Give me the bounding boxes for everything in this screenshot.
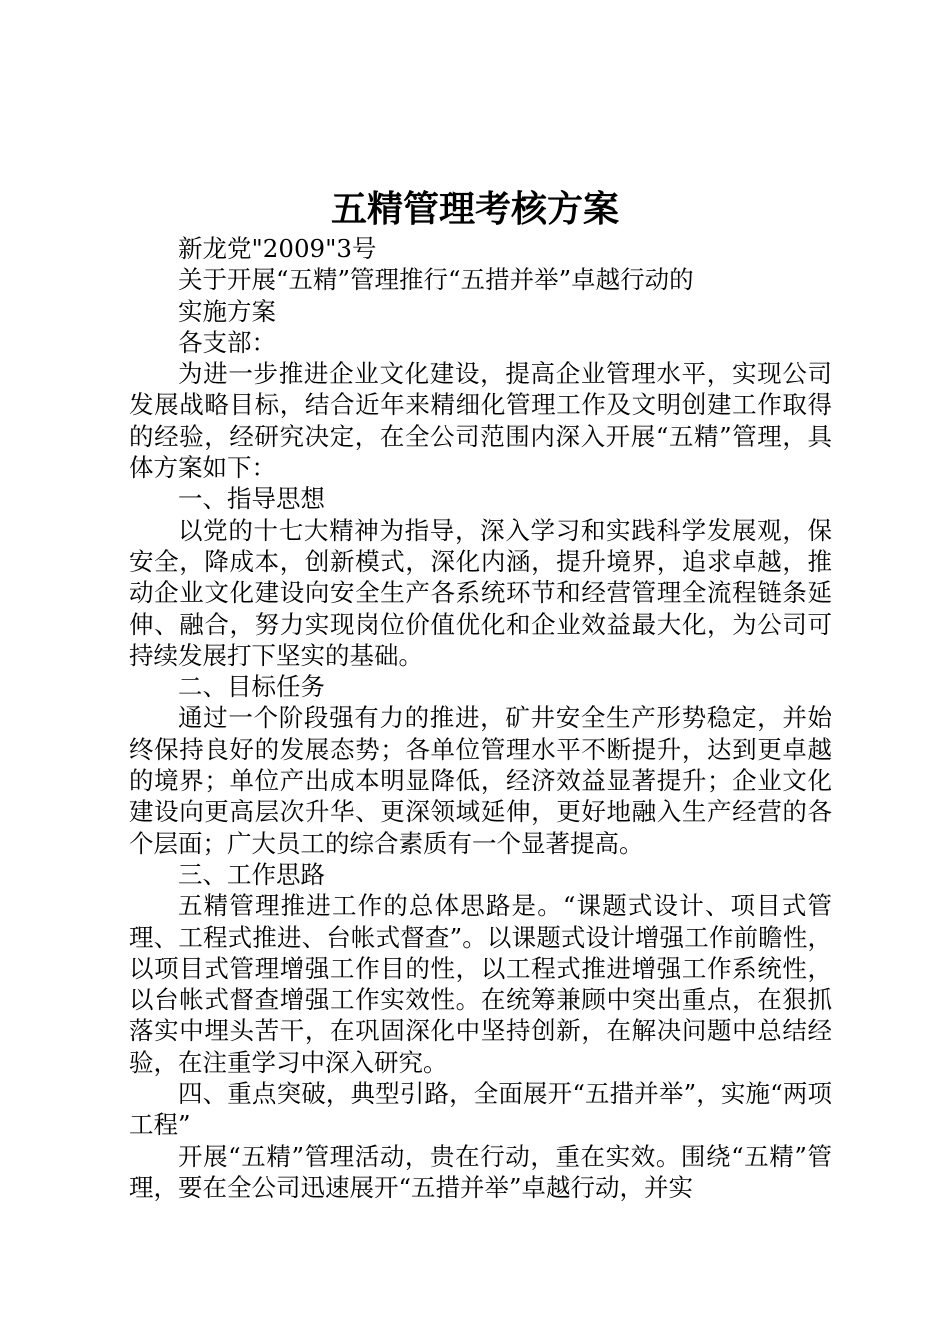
document-number: 新龙党"2009"3号 [178, 234, 377, 263]
subject-line-2: 实施方案 [178, 296, 276, 326]
section-heading: 一、指导思想 [178, 484, 325, 514]
subject-line-1: 关于开展“五精”管理推行“五措并举”卓越行动的 [178, 265, 694, 295]
section-heading: 二、目标任务 [178, 672, 325, 702]
document-body [129, 233, 832, 1203]
document-title: 五精管理考核方案 [330, 188, 619, 230]
section-paragraph: 通过一个阶段强有力的推进，矿井安全生产形势稳定，并始终保持良好的发展态势；各单位管理水平不断提升，达到更卓越的境界；单位产出成本明显降低，经济效益显著提升；企业文化建设向更高层次升华、更深领域延伸，更好地融入生产经营的各个层面；广大员工的综合素质有一个显著提高。 [129, 703, 832, 858]
salutation: 各支部： [178, 327, 276, 357]
section-paragraph: 五精管理推进工作的总体思路是。“课题式设计、项目式管理、工程式推进、台帐式督查”。以课题式设计增强工作前瞻性，以项目式管理增强工作目的性，以工程式推进增强工作系统性，以台帐式督查增强工作实效性。在统筹兼顾中突出重点，在狠抓落实中埋头苦干，在巩固深化中坚持创新，在解决问题中总结经验，在注重学习中深入研究。 [129, 891, 832, 1077]
section-heading: 三、工作思路 [178, 859, 325, 889]
section-paragraph: 开展“五精”管理活动，贵在行动，重在实效。围绕“五精”管理，要在全公司迅速展开“五措并举”卓越行动，并实 [129, 1141, 832, 1202]
intro-paragraph: 为进一步推进企业文化建设，提高企业管理水平，实现公司发展战略目标，结合近年来精细化管理工作及文明创建工作取得的经验，经研究决定，在全公司范围内深入开展“五精”管理，具体方案如下： [129, 359, 832, 483]
section-paragraph: 以党的十七大精神为指导，深入学习和实践科学发展观，保安全，降成本，创新模式，深化内涵，提升境界，追求卓越，推动企业文化建设向安全生产各系统环节和经营管理全流程链条延伸、融合，努力实现岗位价值优化和企业效益最大化，为公司可持续发展打下坚实的基础。 [129, 515, 832, 670]
section-heading: 四、重点突破，典型引路，全面展开“五措并举”，实施“两项工程” [129, 1079, 832, 1140]
